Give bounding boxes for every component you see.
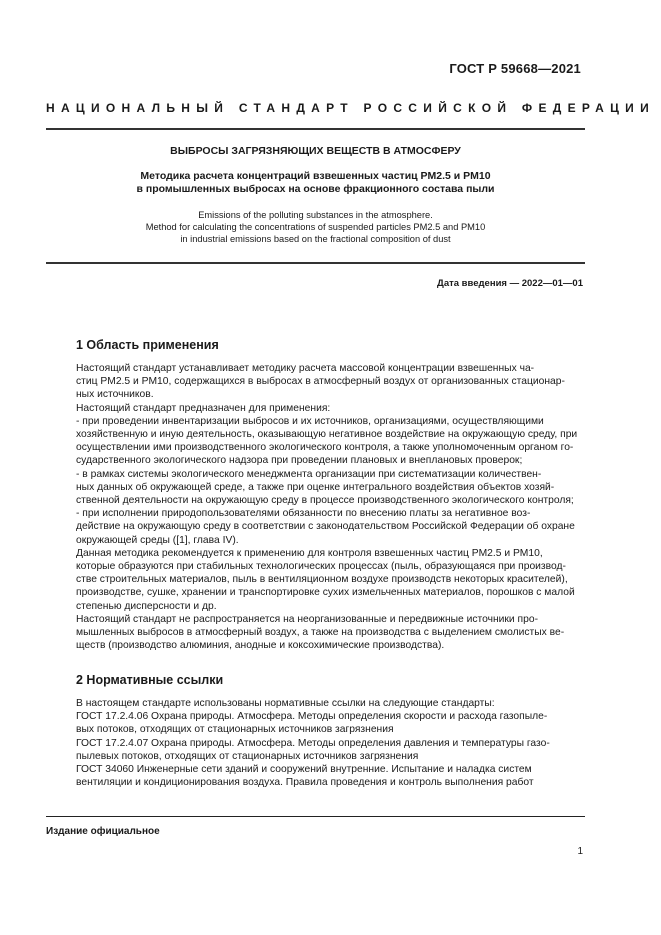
text-line: Данная методика рекомендуется к применению для контроля взвешенных частиц PM2.5 и PM10, [76,547,543,559]
text-line: - при проведении инвентаризации выбросов и их источников, организациями, осуществляющими [76,415,544,427]
official-edition-label: Издание официальное [46,826,160,837]
document-title: ВЫБРОСЫ ЗАГРЯЗНЯЮЩИХ ВЕЩЕСТВ В АТМОСФЕРУ [170,145,461,157]
text-line: Настоящий стандарт не распространяется на неорганизованные и передвижные источники про- [76,613,539,625]
footer-divider [46,816,585,817]
section-2-body [76,697,583,789]
english-title [46,209,585,245]
section-1-heading: 1 Область применения [76,338,219,352]
text-line: степенью дисперсности и др. [76,600,217,612]
text-line: сударственного экологического надзора при проведении плановых и внеплановых проверок; [76,455,523,467]
text-line: вых потоков, отходящих от стационарных источников загрязнения [76,724,394,736]
text-line: мышленных выбросов в атмосферный воздух, а также на производства с выделением смолистых ве- [76,627,565,639]
section-1-body [76,362,583,652]
text-line: пылевых потоков, отходящих от стационарных источников загрязнения [76,750,419,762]
text-line: стве строительных материалов, пыль в вентиляционном воздухе производств некоторых красителей), [76,574,568,586]
text-line: действие на окружающую среду в соответствии с законодательством Российской Федерации об охране [76,521,575,533]
introduction-date: Дата введения — 2022—01—01 [437,278,583,289]
text-line: ственной деятельности на окружающую среду в процессе производственного экологического контроля; [76,495,574,507]
text-line: ных источников. [76,389,154,401]
text-line: ГОСТ 17.2.4.07 Охрана природы. Атмосфера. Методы определения давления и температуры газо- [76,737,550,749]
text-line: ГОСТ 17.2.4.06 Охрана природы. Атмосфера. Методы определения скорости и расхода газопыле- [76,711,548,723]
text-line: осуществлении ими производственного экологического контроля, а также уполномоченным органом го- [76,442,574,454]
text-line: стиц PM2.5 и PM10, содержащихся в выбросах в атмосферный воздух от организованных стационар- [76,376,565,388]
title-bottom-divider [46,262,585,264]
subtitle-line: Методика расчета концентраций взвешенных частиц PM2.5 и PM10 [140,170,491,182]
english-title-line: in industrial emissions based on the fractional composition of dust [180,234,451,244]
english-title-line: Method for calculating the concentrations of suspended particles PM2.5 and PM10 [145,222,486,232]
standard-code: ГОСТ Р 59668—2021 [449,61,581,76]
text-line: В настоящем стандарте использованы нормативные ссылки на следующие стандарты: [76,698,495,709]
text-line [76,362,583,375]
text-line: вентиляции и кондиционирования воздуха. Правила проведения и контроль выполнения работ [76,777,534,789]
page-number: 1 [577,846,583,857]
text-line: ных данных об окружающей среде, а также при оценке интегрального воздействия объектов хозяй- [76,481,555,493]
text-line: - при исполнении природопользователями обязанности по внесению платы за негативное воз- [76,508,531,520]
text-line: окружающей среды ([1], глава IV). [76,534,239,546]
text-line: Настоящий стандарт предназначен для применения: [76,402,331,414]
subtitle-line: в промышленных выбросах на основе фракционного состава пыли [136,183,495,195]
text-line: ществ (производство алюминия, анодные и коксохимические производства). [76,640,445,652]
text-line: которые образуются при стабильных технологических процессах (пыль, образующаяся при производ- [76,561,566,573]
national-standard-banner: НАЦИОНАЛЬНЫЙ СТАНДАРТ РОССИЙСКОЙ ФЕДЕРАЦИИ [46,101,656,115]
text-line: хозяйственную и иную деятельность, оказывающую негативное воздействие на окружающую среду, при [76,429,578,441]
text-line: - в рамках системы экологического менеджмента организации при систематизации количествен- [76,468,542,480]
text-line: производстве, сушке, хранении и транспортировке сухих измельченных материалов, порошков с малой [76,587,575,599]
text-line: ГОСТ 34060 Инженерные сети зданий и сооружений внутренние. Испытание и наладка систем [76,764,532,776]
section-2-heading: 2 Нормативные ссылки [76,673,224,687]
text-line-content: Настоящий стандарт устанавливает методику расчета массовой концентрации взвешенных ча- [76,363,535,374]
top-divider [46,128,585,130]
document-subtitle [46,170,585,196]
english-title-line: Emissions of the polluting substances in the atmosphere. [198,210,433,220]
